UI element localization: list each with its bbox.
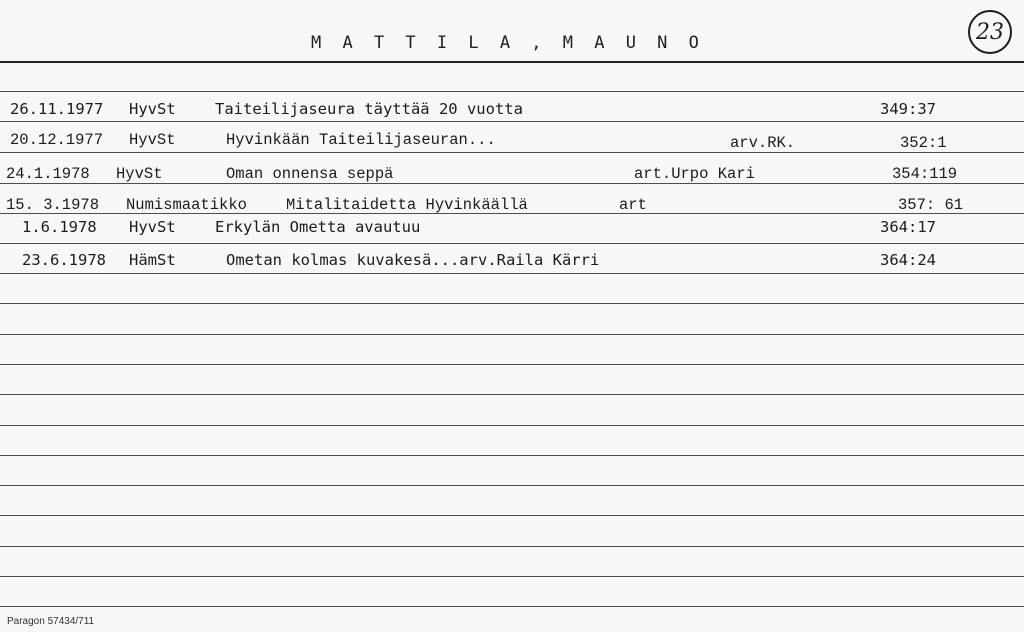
entry-title: Oman onnensa seppä (226, 165, 394, 183)
entry-date: 26.11.1977 (10, 100, 104, 118)
ruled-line (0, 606, 1024, 607)
entry-date: 15. 3.1978 (6, 196, 100, 214)
entry-date: 23.6.1978 (22, 251, 106, 269)
ruled-line (0, 394, 1024, 395)
ruled-line (0, 515, 1024, 516)
entry-title: Taiteilijaseura täyttää 20 vuotta (215, 100, 523, 118)
entry-note: art (619, 196, 647, 214)
entry-paper: HämSt (129, 251, 176, 269)
ruled-line (0, 303, 1024, 304)
ruled-line (0, 121, 1024, 122)
entry-date: 24.1.1978 (6, 165, 90, 183)
entry-ref: 354:119 (892, 165, 958, 183)
ruled-line (0, 546, 1024, 547)
ruled-line (0, 243, 1024, 244)
ruled-line (0, 485, 1024, 486)
entry-title: Ometan kolmas kuvakesä...arv.Raila Kärri (226, 251, 600, 269)
entry-note: art.Urpo Kari (634, 165, 755, 183)
entry-date: 1.6.1978 (22, 218, 97, 236)
entry-ref: 364:17 (880, 218, 936, 236)
ruled-line (0, 91, 1024, 92)
entry-ref: 364:24 (880, 251, 936, 269)
ruled-line (0, 152, 1024, 153)
entry-title: Erkylän Ometta avautuu (215, 218, 421, 236)
entry-paper: HyvSt (129, 218, 176, 236)
entry-ref: 357: 61 (898, 196, 964, 214)
entry-paper: HyvSt (129, 100, 176, 118)
entry-ref: 352:1 (900, 134, 947, 152)
ruled-line (0, 576, 1024, 577)
header-rule (0, 61, 1024, 63)
card-number: 23 (976, 19, 1004, 45)
entry-ref: 349:37 (880, 100, 936, 118)
entry-paper: Numismaatikko (126, 196, 247, 214)
entry-paper: HyvSt (116, 165, 163, 183)
ruled-line (0, 273, 1024, 274)
ruled-line (0, 425, 1024, 426)
ruled-line (0, 334, 1024, 335)
entry-paper: HyvSt (129, 131, 176, 149)
card-heading: M A T T I L A , M A U N O (311, 33, 705, 53)
card-footer: Paragon 57434/711 (7, 616, 95, 627)
card-number-circle (968, 10, 1012, 54)
ruled-line (0, 364, 1024, 365)
entry-title: Hyvinkään Taiteilijaseuran... (226, 131, 496, 149)
ruled-line (0, 183, 1024, 184)
entry-date: 20.12.1977 (10, 131, 104, 149)
entry-title: Mitalitaidetta Hyvinkäällä (286, 196, 528, 214)
entry-note: arv.RK. (730, 134, 796, 152)
ruled-line (0, 455, 1024, 456)
